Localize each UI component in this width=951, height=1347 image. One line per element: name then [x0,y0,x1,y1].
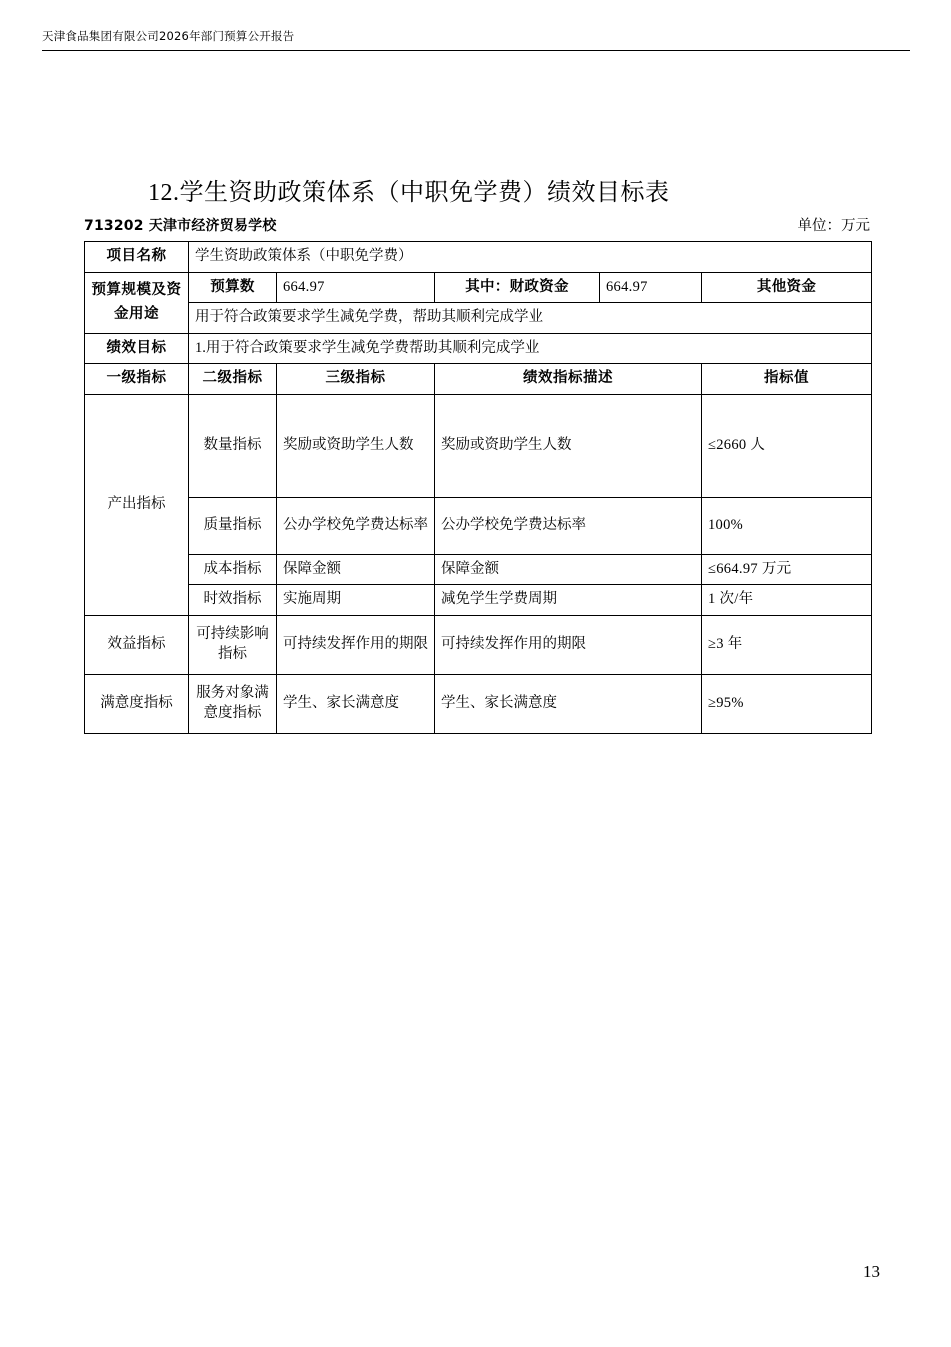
table-row [85,497,872,554]
value-cost: ≤664.97 万元 [702,554,872,585]
table-row [85,615,872,674]
level2-cost: 成本指标 [189,554,277,585]
column-header-level1: 一级指标 [85,364,189,395]
project-name-label: 项目名称 [85,242,189,273]
column-header-value: 指标值 [702,364,872,395]
amount-unit: 单位：万元 [797,218,870,234]
level2-sustainable: 可持续影响指标 [189,615,277,674]
level2-timeliness: 时效指标 [189,585,277,616]
level3-satisfaction: 学生、家长满意度 [277,674,435,733]
page-number: 13 [863,1262,880,1281]
running-header: 天津食品集团有限公司2026年部门预算公开报告 [42,29,295,43]
table-row-budget-scale [85,272,872,303]
table-row [85,674,872,733]
level2-quantity: 数量指标 [189,394,277,497]
description-sustainable: 可持续发挥作用的期限 [435,615,702,674]
level3-quantity: 奖励或资助学生人数 [277,394,435,497]
page-title: 12.学生资助政策体系（中职免学费）绩效目标表 [148,180,670,206]
budget-number-value: 664.97 [277,272,435,303]
table-row-performance-goal [85,333,872,364]
table-row-fund-usage [85,303,872,334]
fiscal-fund-value: 664.97 [600,272,702,303]
table-header-indicators [85,364,872,395]
value-quantity: ≤2660 人 [702,394,872,497]
performance-goal-table [84,241,872,734]
other-fund-label: 其他资金 [702,272,872,303]
description-satisfaction: 学生、家长满意度 [435,674,702,733]
budget-scale-label: 预算规模及资金用途 [85,272,189,333]
level3-quality: 公办学校免学费达标率 [277,497,435,554]
table-row [85,585,872,616]
level2-service-satisfaction: 服务对象满意度指标 [189,674,277,733]
subtitle-row [84,214,870,235]
value-quality: 100% [702,497,872,554]
column-header-level3: 三级指标 [277,364,435,395]
level1-benefit: 效益指标 [85,615,189,674]
table-row-project-name [85,242,872,273]
description-cost: 保障金额 [435,554,702,585]
project-name-value: 学生资助政策体系（中职免学费） [189,242,872,273]
table-row [85,554,872,585]
header-divider [42,50,910,51]
level2-quality: 质量指标 [189,497,277,554]
table-row [85,394,872,497]
level3-timeliness: 实施周期 [277,585,435,616]
budget-number-label: 预算数 [189,272,277,303]
description-quantity: 奖励或资助学生人数 [435,394,702,497]
level1-output: 产出指标 [85,394,189,615]
fund-usage-value: 用于符合政策要求学生减免学费，帮助其顺利完成学业 [189,303,872,334]
level3-cost: 保障金额 [277,554,435,585]
perf-goal-label: 绩效目标 [85,333,189,364]
fiscal-fund-label: 其中：财政资金 [435,272,600,303]
unit-code-name: 713202 天津市经济贸易学校 [84,218,277,234]
level1-satisfaction: 满意度指标 [85,674,189,733]
value-satisfaction: ≥95% [702,674,872,733]
level3-sustainable: 可持续发挥作用的期限 [277,615,435,674]
column-header-description: 绩效指标描述 [435,364,702,395]
perf-goal-value: 1.用于符合政策要求学生减免学费帮助其顺利完成学业 [189,333,872,364]
value-timeliness: 1 次/年 [702,585,872,616]
description-quality: 公办学校免学费达标率 [435,497,702,554]
value-sustainable: ≥3 年 [702,615,872,674]
column-header-level2: 二级指标 [189,364,277,395]
description-timeliness: 减免学生学费周期 [435,585,702,616]
